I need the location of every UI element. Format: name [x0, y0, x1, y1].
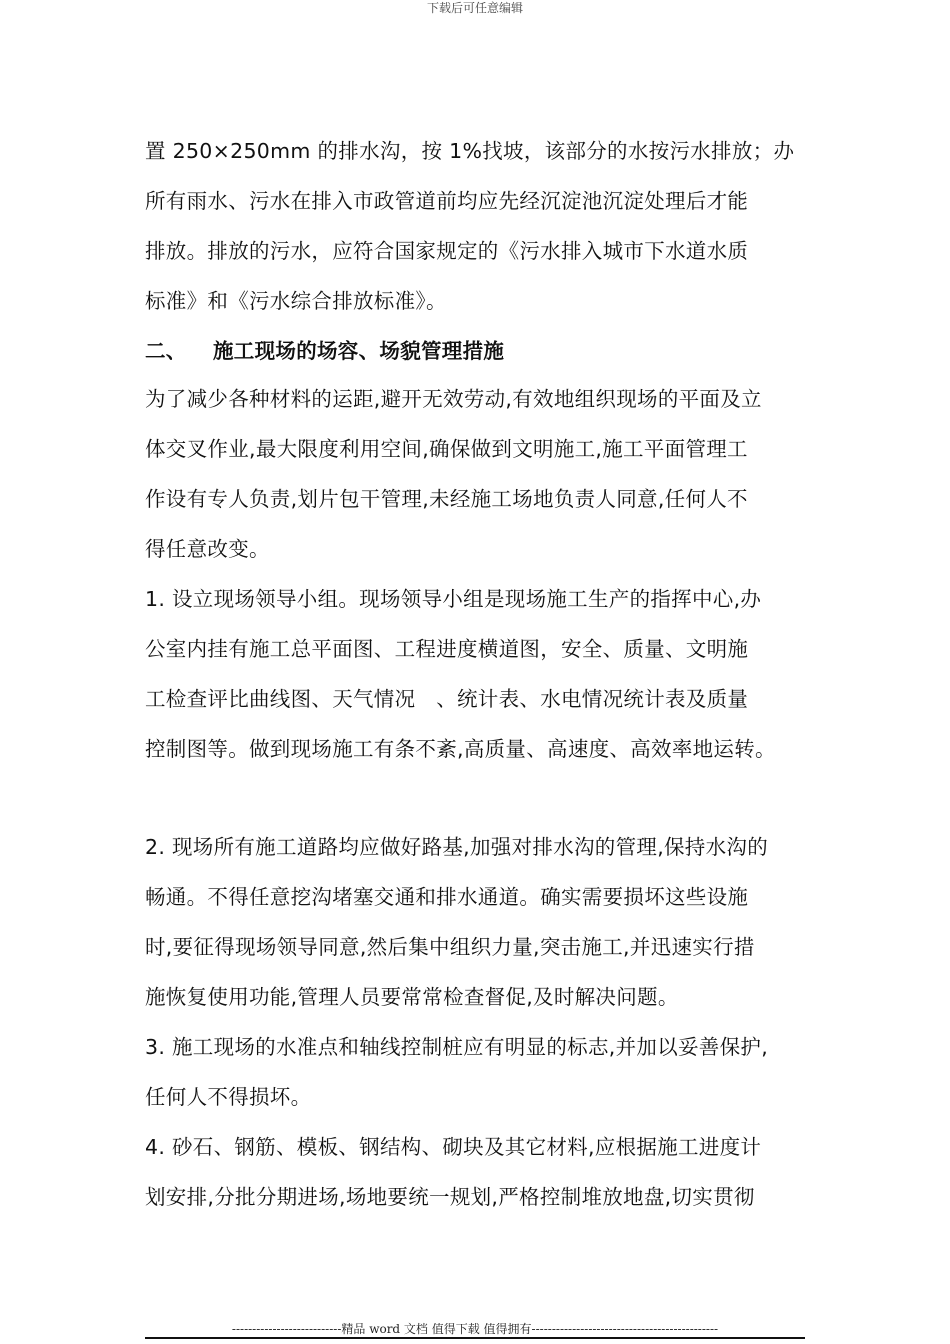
body-line: 排放。排放的污水，应符合国家规定的《污水排入城市下水道水质 — [145, 239, 749, 263]
body-line: 为了减少各种材料的运距,避开无效劳动,有效地组织现场的平面及立 — [145, 387, 762, 411]
footer-divider — [145, 1337, 805, 1339]
body-line: 时,要征得现场领导同意,然后集中组织力量,突击施工,并迅速实行措 — [145, 935, 755, 959]
body-line: 任何人不得损坏。 — [145, 1085, 312, 1109]
body-line: 3. 施工现场的水准点和轴线控制桩应有明显的标志,并加以妥善保护, — [145, 1035, 769, 1059]
body-line: 得任意改变。 — [145, 537, 270, 561]
body-line: 公室内挂有施工总平面图、工程进度横道图，安全、质量、文明施 — [145, 637, 749, 661]
body-line: 体交叉作业,最大限度利用空间,确保做到文明施工,施工平面管理工 — [145, 437, 748, 461]
page-header-note: 下载后可任意编辑 — [426, 1, 523, 15]
body-line: 控制图等。做到现场施工有条不紊,高质量、高速度、高效率地运转。 — [145, 737, 776, 761]
page-footer-note: ---------------------------精品 word 文档 值得下载 值得拥有---------------------------------------------- — [231, 1322, 719, 1336]
body-line: 标准》和《污水综合排放标准》。 — [145, 289, 447, 313]
body-line: 置 250×250mm 的排水沟，按 1%找坡，该部分的水按污水排放；办 — [145, 139, 795, 163]
section-heading-number: 二、 — [145, 339, 187, 363]
section-heading-title: 施工现场的场容、场貌管理措施 — [213, 339, 505, 363]
body-line: 划安排,分批分期进场,场地要统一规划,严格控制堆放地盘,切实贯彻 — [145, 1185, 755, 1209]
body-line: 工检查评比曲线图、天气情况 、统计表、水电情况统计表及质量 — [145, 687, 749, 711]
section-heading — [145, 339, 825, 363]
body-line: 作设有专人负责,划片包干管理,未经施工场地负责人同意,任何人不 — [145, 487, 748, 511]
body-line: 4. 砂石、钢筋、模板、钢结构、砌块及其它材料,应根据施工进度计 — [145, 1135, 762, 1159]
document-body — [145, 131, 825, 1209]
body-line: 2. 现场所有施工道路均应做好路基,加强对排水沟的管理,保持水沟的 — [145, 835, 769, 859]
body-line: 畅通。不得任意挖沟堵塞交通和排水通道。确实需要损坏这些设施 — [145, 885, 749, 909]
body-line: 1. 设立现场领导小组。现场领导小组是现场施工生产的指挥中心,办 — [145, 587, 762, 611]
body-line: 施恢复使用功能,管理人员要常常检查督促,及时解决问题。 — [145, 985, 679, 1009]
body-line: 所有雨水、污水在排入市政管道前均应先经沉淀池沉淀处理后才能 — [145, 189, 749, 213]
